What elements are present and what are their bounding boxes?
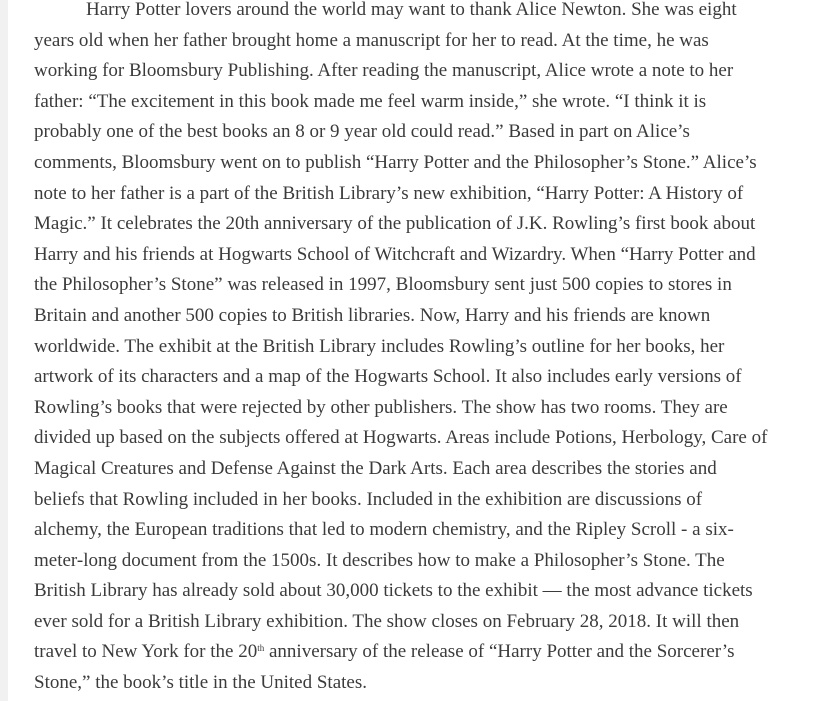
left-border [0,0,8,701]
paragraph-line: worldwide. The exhibit at the British Library includes Rowling’s outline for her books, her [34,335,725,357]
paragraph-line: comments, Bloomsbury went on to publish “Harry Potter and the Philosopher’s Stone.” Alice’s [34,151,757,173]
paragraph-line: meter-long document from the 1500s. It describes how to make a Philosopher’s Stone. The [34,549,725,571]
paragraph-line [34,637,828,668]
paragraph-line: probably one of the best books an 8 or 9 year old could read.” Based in part on Alice’s [34,121,690,143]
paragraph-line: alchemy, the European traditions that led to modern chemistry, and the Ripley Scroll - a six- [34,519,734,541]
paragraph-line: note to her father is a part of the British Library’s new exhibition, “Harry Potter: A History of [34,182,744,204]
paragraph-line: beliefs that Rowling included in her books. Included in the exhibition are discussions of [34,488,703,510]
paragraph-line: Stone,” the book’s title in the United States. [34,672,367,694]
paragraph-line: Rowling’s books that were rejected by other publishers. The show has two rooms. They are [34,396,728,418]
paragraph-line: British Library has already sold about 30,000 tickets to the exhibit — the most advance tickets [34,580,753,602]
paragraph-line: the Philosopher’s Stone” was released in 1997, Bloomsbury sent just 500 copies to stores in [34,274,732,296]
paragraph-line: working for Bloomsbury Publishing. After reading the manuscript, Alice wrote a note to her [34,60,734,82]
paragraph-line: divided up based on the subjects offered at Hogwarts. Areas include Potions, Herbology, Care of [34,427,768,449]
paragraph-line: Magic.” It celebrates the 20th anniversary of the publication of J.K. Rowling’s first book about [34,213,756,235]
paragraph-line: father: “The excitement in this book made me feel warm inside,” she wrote. “I think it is [34,90,707,112]
paragraph-line: years old when her father brought home a manuscript for her to read. At the time, he was [34,29,709,51]
ordinal-superscript: th [257,643,265,654]
paragraph-line: Harry and his friends at Hogwarts School of Witchcraft and Wizardry. When “Harry Potter and [34,243,756,265]
paragraph-line: Britain and another 500 copies to British libraries. Now, Harry and his friends are known [34,304,711,326]
paragraph-line: artwork of its characters and a map of the Hogwarts School. It also includes early versions of [34,366,742,388]
paragraph-line: Harry Potter lovers around the world may want to thank Alice Newton. She was eight [86,0,737,20]
line-text-after-superscript: anniversary of the release of “Harry Potter and the Sorcerer’s [264,641,735,663]
article-body [34,0,828,699]
paragraph-line: Magical Creatures and Defense Against the Dark Arts. Each area describes the stories and [34,457,717,479]
line-text-before-superscript: travel to New York for the 20 [34,641,258,663]
paragraph-line: ever sold for a British Library exhibition. The show closes on February 28, 2018. It will then [34,610,740,632]
